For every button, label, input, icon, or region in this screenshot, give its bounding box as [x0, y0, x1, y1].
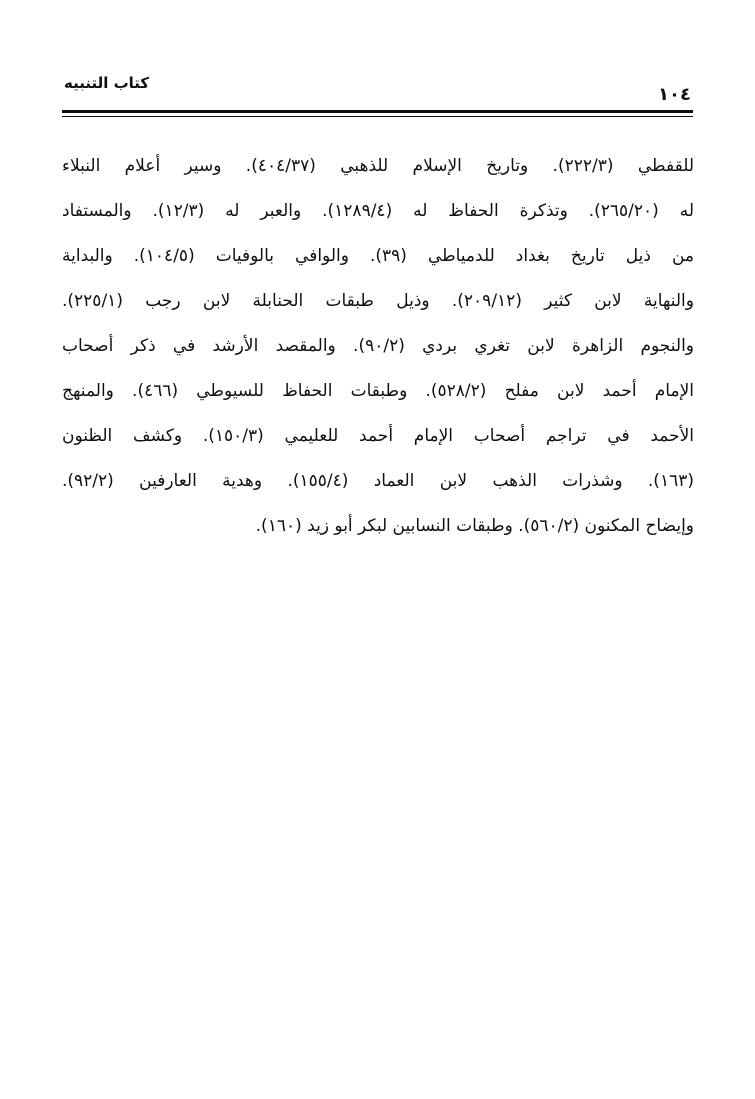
page-number: ١٠٤: [658, 84, 691, 105]
body-line: (١٦٣). وشذرات الذهب لابن العماد (١٥٥/٤). وهدية العارفين (٩٢/٢).: [62, 471, 694, 491]
body-line: من ذيل تاريخ بغداد للدمياطي (٣٩). والوافي بالوفيات (١٠٤/٥). والبداية: [62, 246, 694, 266]
body-line: له (٢٦٥/٢٠). وتذكرة الحفاظ له (١٢٨٩/٤). والعبر له (١٢/٣). والمستفاد: [62, 201, 695, 221]
body-line: وإيضاح المكنون (٥٦٠/٢). وطبقات النسابين لبكر أبو زيد (١٦٠).: [255, 516, 694, 536]
body-line: الإمام أحمد لابن مفلح (٥٢٨/٢). وطبقات الحفاظ للسيوطي (٤٦٦). والمنهج: [62, 381, 694, 401]
body-line: للقفطي (٢٢٢/٣). وتاريخ الإسلام للذهبي (٤٠٤/٣٧). وسير أعلام النبلاء: [62, 156, 694, 176]
running-header-title: كتاب التنبيه: [64, 74, 150, 92]
body-line: والنهاية لابن كثير (٢٠٩/١٢). وذيل طبقات الحنابلة لابن رجب (٢٢٥/١).: [62, 291, 694, 311]
header-rule-thin: [62, 116, 693, 117]
body-line: والنجوم الزاهرة لابن تغري بردي (٩٠/٢). والمقصد الأرشد في ذكر أصحاب: [62, 336, 694, 356]
body-paragraph: [62, 144, 694, 549]
body-line: الأحمد في تراجم أصحاب الإمام أحمد للعليمي (١٥٠/٣). وكشف الظنون: [62, 426, 695, 446]
header-rule-thick: [62, 110, 693, 113]
